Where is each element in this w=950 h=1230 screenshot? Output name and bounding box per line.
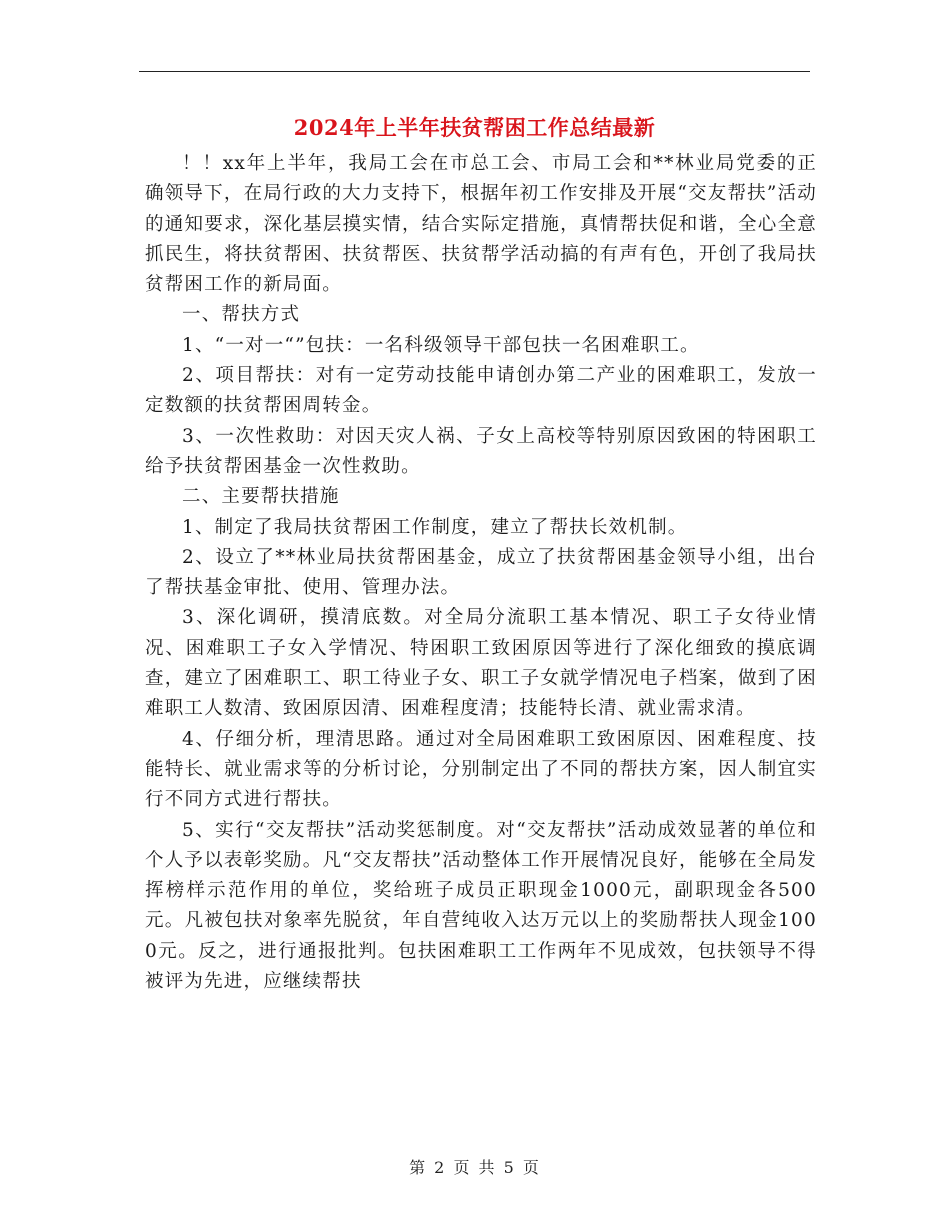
document-title: 2024年上半年扶贫帮困工作总结最新 bbox=[293, 115, 656, 140]
document-body bbox=[145, 149, 817, 997]
paragraph-1-2: 2、项目帮扶：对有一定劳动技能申请创办第二产业的困难职工，发放一定数额的扶贫帮困周转金。 bbox=[145, 365, 817, 417]
paragraph-2-3: 3、深化调研，摸清底数。对全局分流职工基本情况、职工子女待业情况、困难职工子女入学情况、特困职工致困原因等进行了深化细致的摸底调查，建立了困难职工、职工待业子女、职工子女就学情况电子档案，做到了困难职工人数清、致困原因清、困难程度清；技能特长清、就业需求清。 bbox=[145, 607, 817, 720]
paragraph-2-4: 4、仔细分析，理清思路。通过对全局困难职工致困原因、困难程度、技能特长、就业需求等的分析讨论，分别制定出了不同的帮扶方案，因人制宜实行不同方式进行帮扶。 bbox=[145, 728, 817, 811]
page-number-footer: 第 2 页 共 5 页 bbox=[409, 1158, 541, 1177]
paragraph-1-1: 1、“一对一“”包扶：一名科级领导干部包扶一名困难职工。 bbox=[182, 334, 700, 356]
section-heading-2: 二、主要帮扶措施 bbox=[182, 486, 340, 508]
paragraph-2-1: 1、制定了我局扶贫帮困工作制度，建立了帮扶长效机制。 bbox=[182, 516, 688, 538]
header-rule bbox=[139, 71, 810, 72]
paragraph-2-2: 2、设立了**林业局扶贫帮困基金，成立了扶贫帮困基金领导小组，出台了帮扶基金审批、使用、管理办法。 bbox=[145, 546, 817, 599]
paragraph-2-5: 5、实行“交友帮扶”活动奖惩制度。对“交友帮扶”活动成效显著的单位和个人予以表彰奖励。凡“交友帮扶”活动整体工作开展情况良好，能够在全局发挥榜样示范作用的单位，奖给班子成员正职现金1000元，副职现金各500元。凡被包扶对象率先脱贫，年自营纯收入达万元以上的奖励帮扶人现金1000元。反之，进行通报批判。包扶困难职工工作两年不见成效，包扶领导不得被评为先进，应继续帮扶 bbox=[145, 819, 817, 993]
paragraph-1-3: 3、一次性救助：对因天灾人祸、子女上高校等特别原因致困的特困职工给予扶贫帮困基金一次性救助。 bbox=[145, 425, 817, 477]
paragraph-intro: ！！xx年上半年，我局工会在市总工会、市局工会和**林业局党委的正确领导下，在局行政的大力支持下，根据年初工作安排及开展“交友帮扶”活动的通知要求，深化基层摸实情，结合实际定措施，真情帮扶促和谐，全心全意抓民生，将扶贫帮困、扶贫帮医、扶贫帮学活动搞的有声有色，开创了我局扶贫帮困工作的新局面。 bbox=[145, 153, 817, 296]
section-heading-1: 一、帮扶方式 bbox=[182, 304, 301, 326]
